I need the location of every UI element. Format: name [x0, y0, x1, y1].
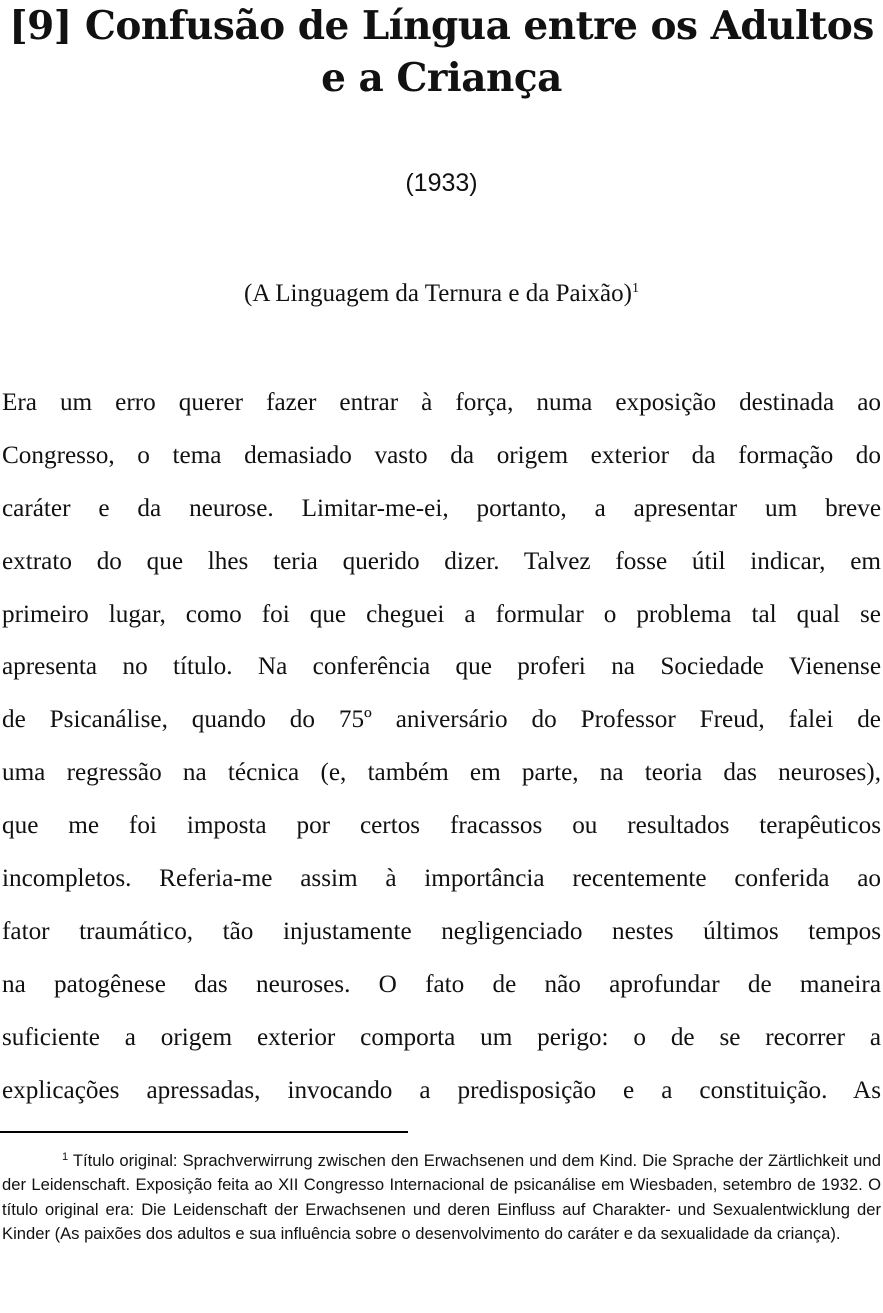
- chapter-subtitle-text: (A Linguagem da Ternura e da Paixão): [244, 280, 632, 307]
- body-paragraph: [2, 377, 881, 1117]
- body-line: na patogênese das neuroses. O fato de não aprofundar de maneira: [2, 970, 881, 998]
- footnote-mark: 1: [62, 1151, 69, 1163]
- chapter-title-line-2: e a Criança: [321, 55, 562, 101]
- body-line: apresenta no título. Na conferência que proferi na Sociedade Vienense: [2, 653, 881, 681]
- body-line: de Psicanálise, quando do 75º aniversário do Professor Freud, falei de: [2, 706, 881, 734]
- body-line: suficiente a origem exterior comporta um perigo: o de se recorrer a: [2, 1023, 881, 1051]
- body-line: Era um erro querer fazer entrar à força, numa exposição destinada ao: [2, 389, 881, 416]
- body-line: explicações apressadas, invocando a predisposição e a constituição. As: [2, 1076, 881, 1104]
- body-line: Congresso, o tema demasiado vasto da origem exterior da formação do: [2, 441, 881, 469]
- chapter-year: (1933): [405, 169, 478, 197]
- body-line: que me foi imposta por certos fracassos ou resultados terapêuticos: [2, 812, 881, 840]
- chapter-title-line-1: [9] Confusão de Língua entre os Adultos: [9, 3, 874, 49]
- footnote-separator: [0, 1131, 408, 1133]
- body-line: fator traumático, tão injustamente negligenciado nestes últimos tempos: [2, 917, 881, 945]
- body-line: uma regressão na técnica (e, também em parte, na teoria das neuroses),: [2, 759, 881, 787]
- body-line: extrato do que lhes teria querido dizer. Talvez fosse útil indicar, em: [2, 547, 881, 575]
- footnote-reference: 1: [631, 281, 639, 296]
- body-line: incompletos. Referia-me assim à importância recentemente conferida ao: [2, 865, 881, 893]
- footnote: [2, 1149, 881, 1247]
- footnote-text: Título original: Sprachverwirrung zwischen den Erwachsenen und dem Kind. Die Sprache der Zärtlichkeit und der Leidenschaft. Exposição feita ao XII Congresso Internacional de psicanálise em Wiesbaden, setembro de 1932. O título original era: Die Leidenschaft der Erwachsenen und deren Einfluss auf Charakter- und Sexualentwicklung der Kinder (As paixões dos adultos e sua influência sobre o desenvolvimento do caráter e da sexualidade da criança).: [2, 1151, 881, 1244]
- chapter-title: [0, 0, 883, 104]
- body-line: caráter e da neurose. Limitar-me-ei, portanto, a apresentar um breve: [2, 494, 881, 522]
- chapter-subtitle: [0, 277, 883, 311]
- body-line: primeiro lugar, como foi que cheguei a formular o problema tal qual se: [2, 600, 881, 628]
